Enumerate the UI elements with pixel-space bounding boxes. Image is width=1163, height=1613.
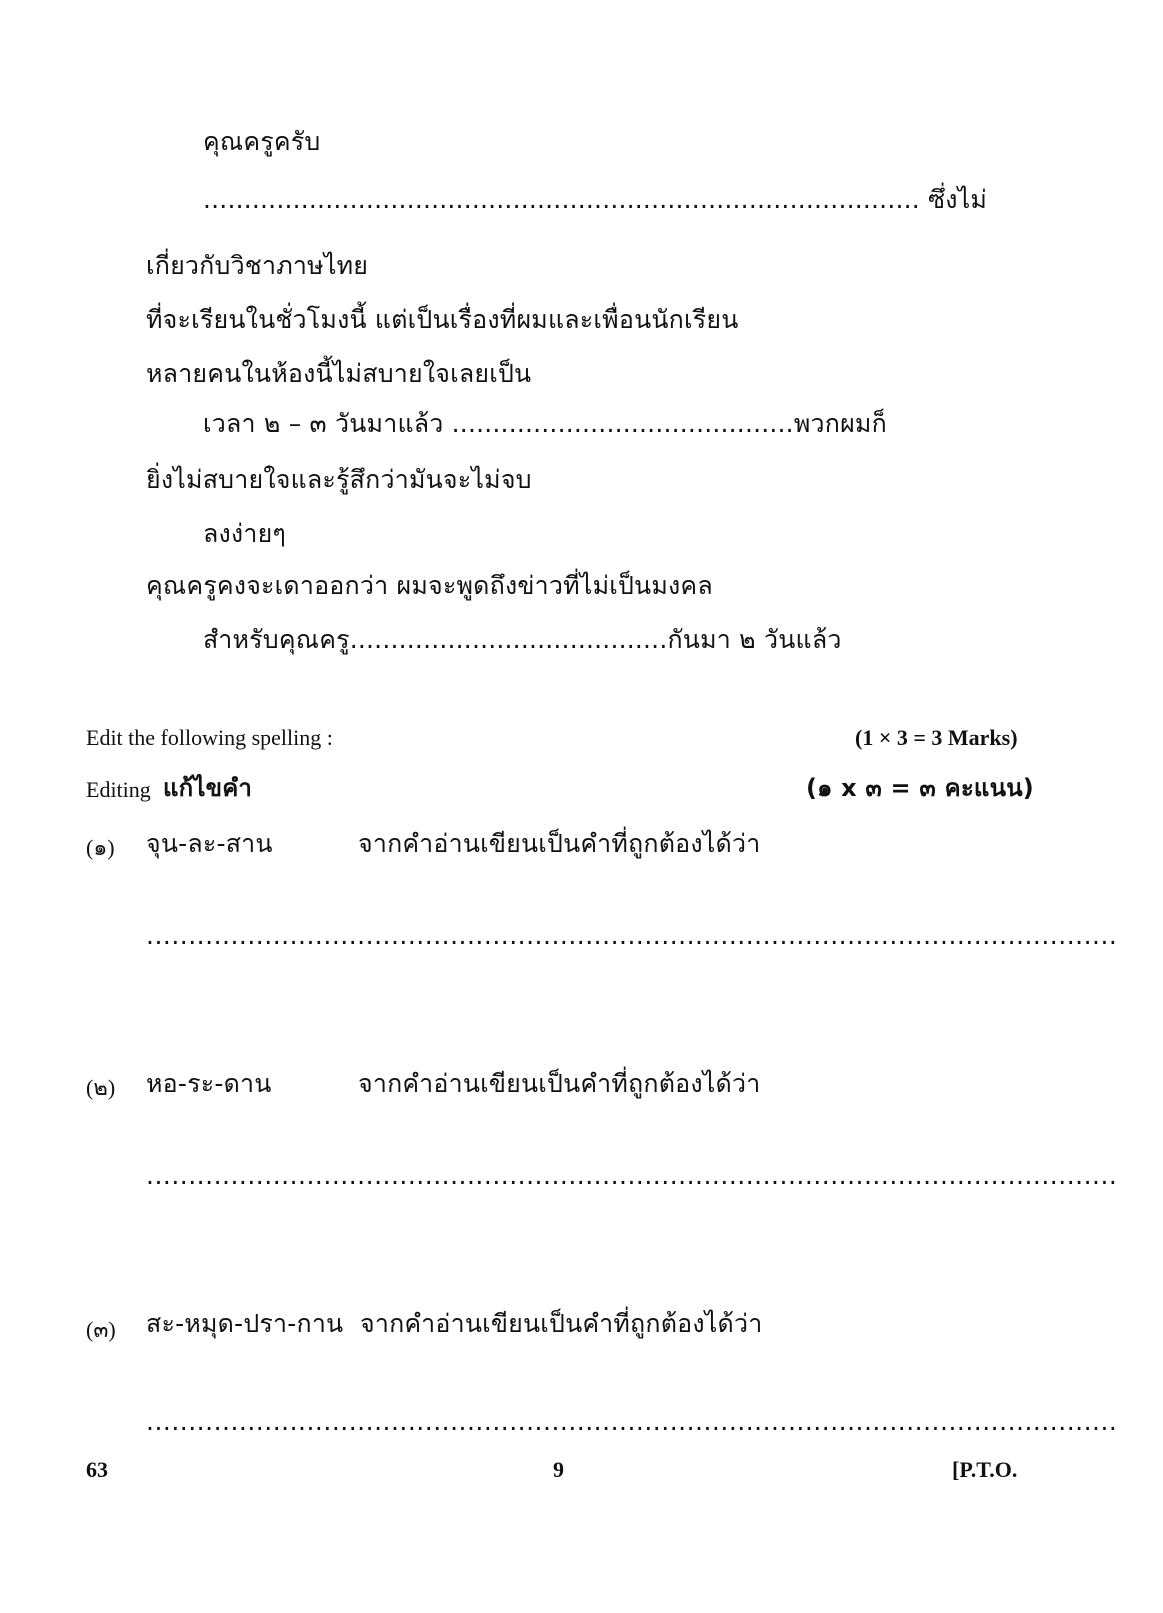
question-number: (๓): [86, 1317, 116, 1342]
question-word: หอ-ระ-ดาน: [146, 1069, 272, 1098]
marks-thai: (๑ x ๓ = ๓ คะแนน): [806, 774, 1034, 802]
editing-label: Editing: [86, 777, 151, 802]
page-number: 9: [553, 1457, 564, 1482]
letter-line-7: ยิ่งไม่สบายใจและรู้สึกว่ามันจะไม่จบ: [146, 465, 532, 494]
letter-line-2: ........................................................................................ ซึ่งไม่: [203, 185, 988, 214]
letter-line-5: หลายคนในห้องนี้ไม่สบายใจเลยเป็น: [146, 359, 532, 388]
letter-line-10: สำหรับคุณครู.......................................กันมา ๒ วันแล้ว: [203, 625, 842, 654]
letter-line-1: คุณครูครับ: [203, 127, 321, 156]
question-prompt: จากคำอ่านเขียนเป็นคำที่ถูกต้องได้ว่า: [360, 1309, 763, 1338]
please-turn-over: [P.T.O.: [952, 1457, 1018, 1482]
paper-code: 63: [86, 1457, 108, 1482]
question-word: จุน-ละ-สาน: [146, 829, 273, 858]
letter-line-4: ที่จะเรียนในชั่วโมงนี้ แต่เป็นเรื่องที่ผมและเพื่อนนักเรียน: [146, 305, 739, 334]
question-word: สะ-หมุด-ปรา-กาน: [146, 1309, 344, 1338]
answer-line[interactable]: ...................................................................................................................: [146, 1407, 1118, 1436]
instruction-english: Edit the following spelling :: [86, 725, 333, 750]
question-prompt: จากคำอ่านเขียนเป็นคำที่ถูกต้องได้ว่า: [358, 829, 761, 858]
answer-line[interactable]: ...................................................................................................................: [146, 921, 1118, 950]
question-number: (๑): [86, 835, 115, 860]
letter-line-9: คุณครูคงจะเดาออกว่า ผมจะพูดถึงข่าวที่ไม่เป็นมงคล: [146, 571, 713, 600]
letter-line-8: ลงง่ายๆ: [203, 519, 287, 548]
answer-line[interactable]: ...................................................................................................................: [146, 1161, 1118, 1190]
editing-thai-label: แก้ไขคำ: [163, 774, 253, 802]
question-number: (๒): [86, 1075, 116, 1100]
letter-line-6: เวลา ๒ – ๓ วันมาแล้ว ..........................................พวกผมก็: [203, 409, 887, 438]
marks-english: (1 × 3 = 3 Marks): [855, 725, 1018, 750]
letter-line-3: เกี่ยวกับวิชาภาษไทย: [146, 251, 369, 280]
question-prompt: จากคำอ่านเขียนเป็นคำที่ถูกต้องได้ว่า: [358, 1069, 761, 1098]
